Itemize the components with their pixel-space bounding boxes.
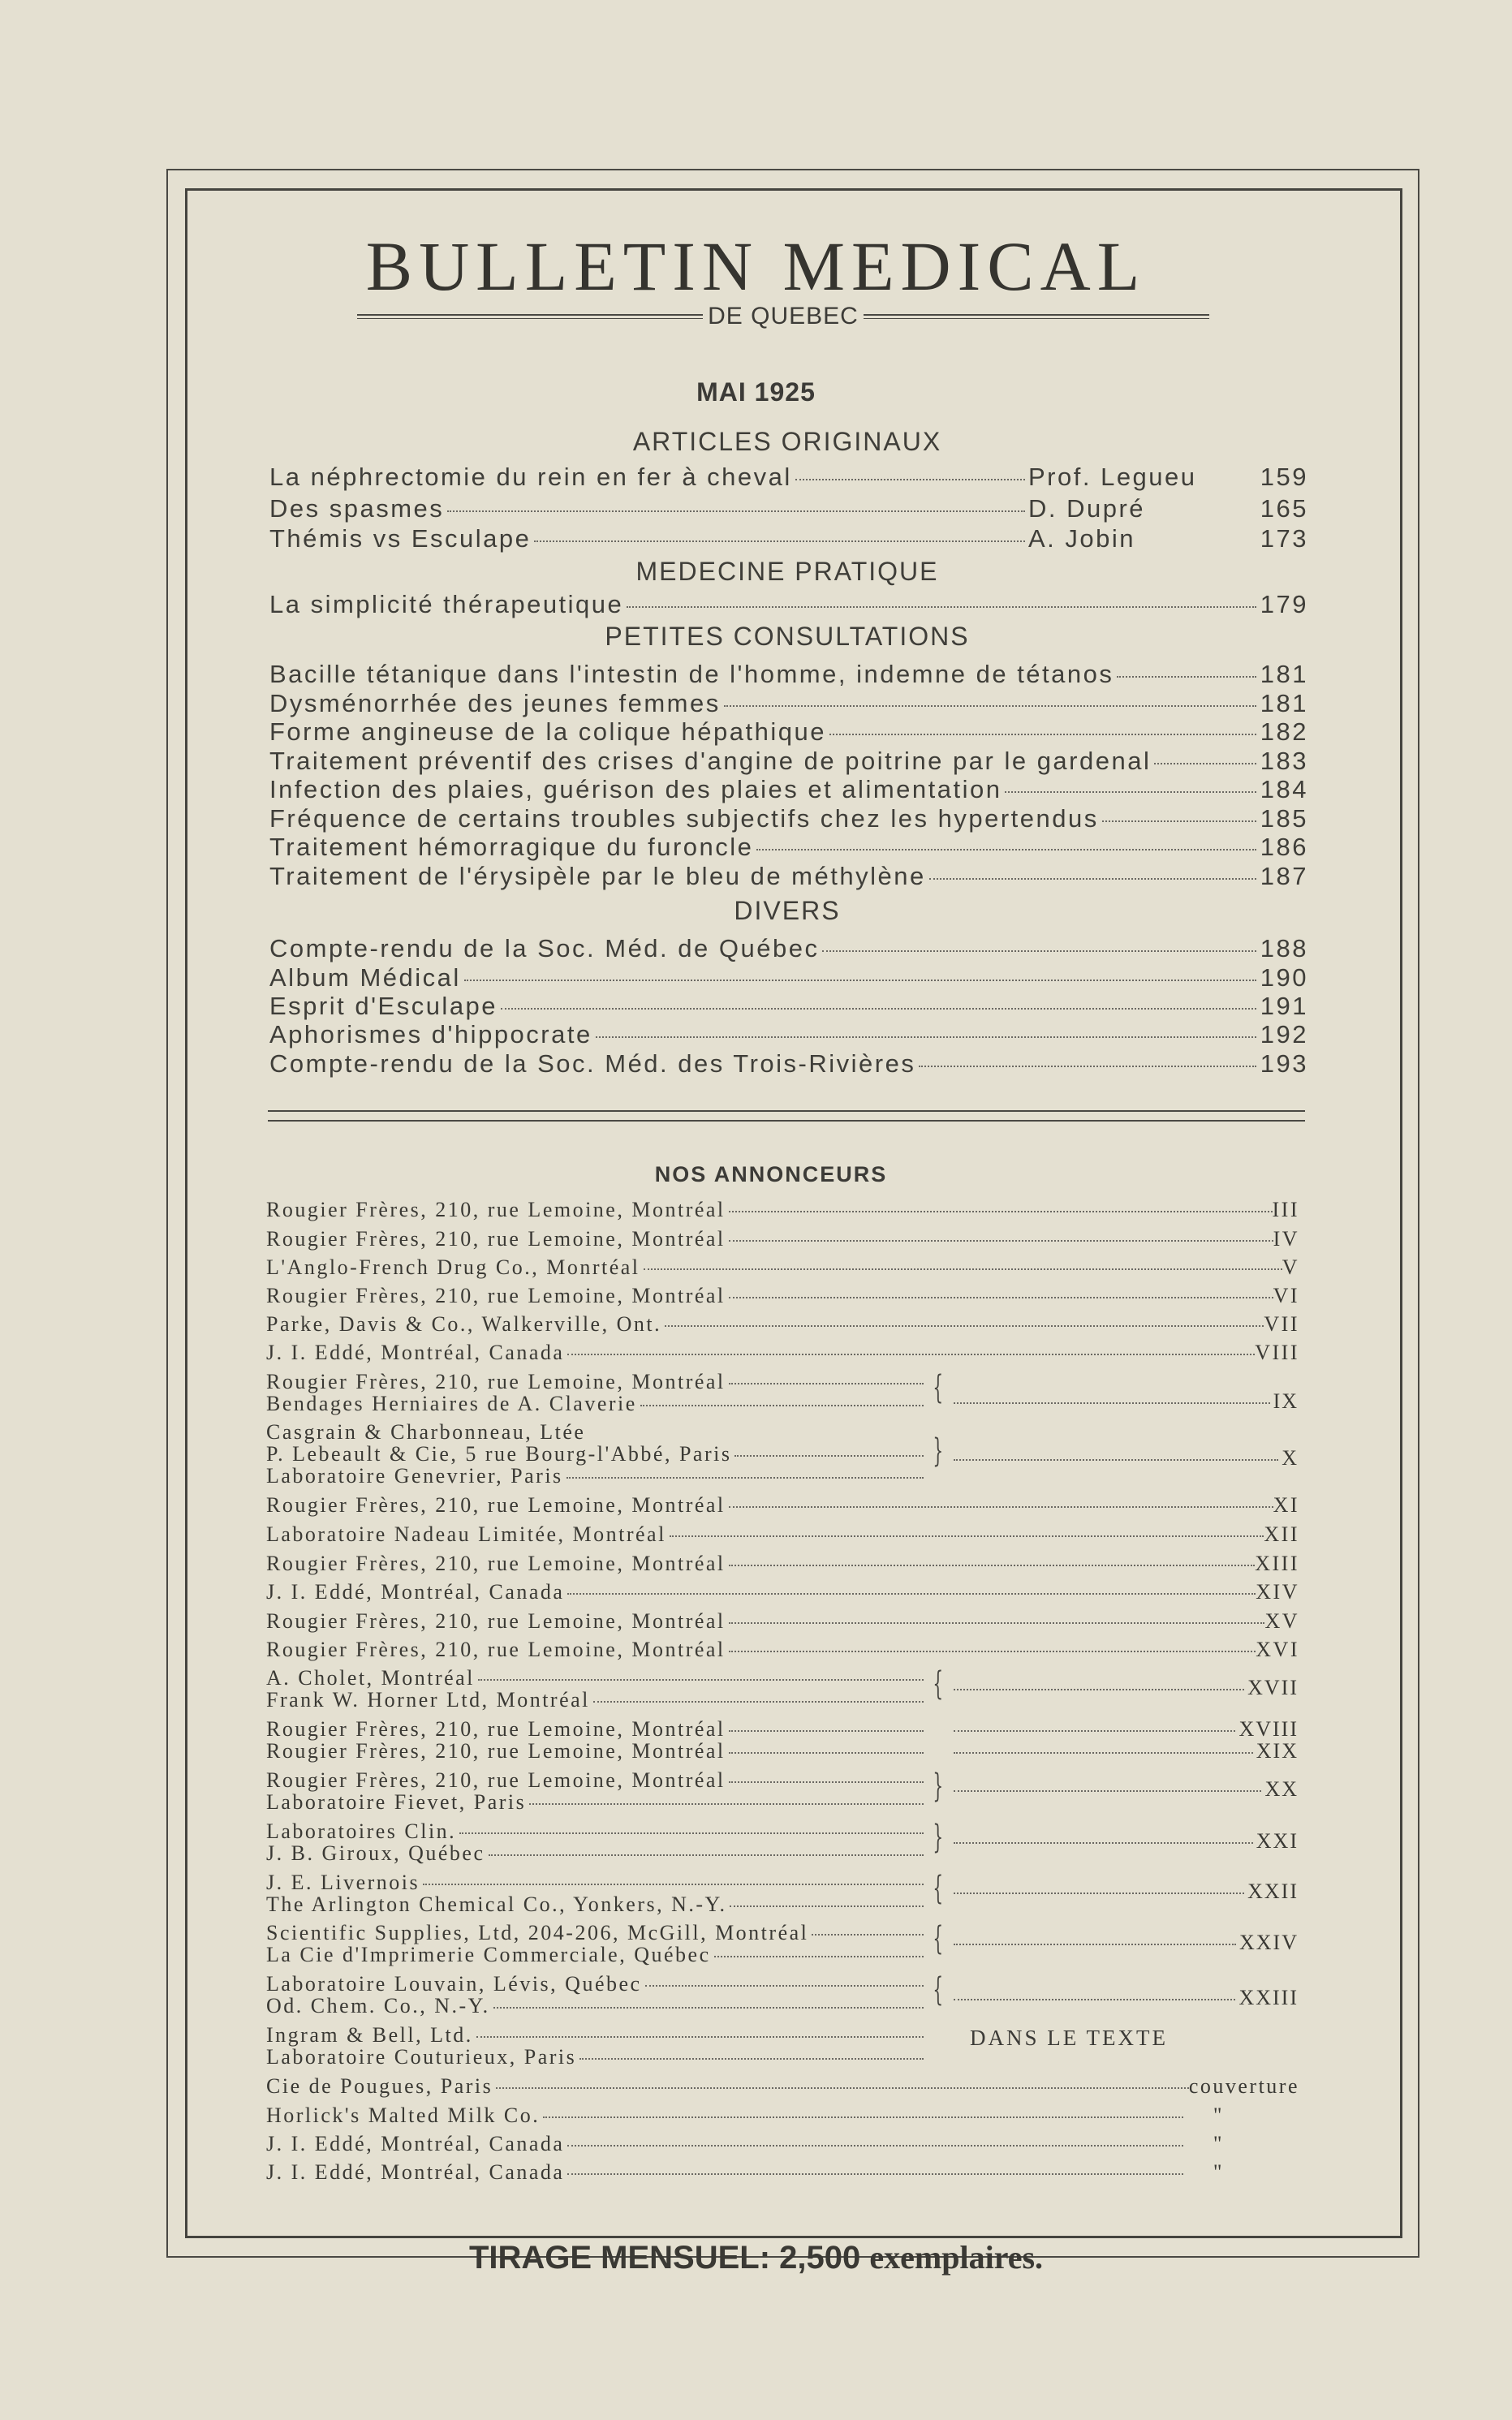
advertiser-name: Od. Chem. Co., N.-Y. [266,1994,490,2017]
advertiser-name: Rougier Frères, 210, rue Lemoine, Montréal [266,1493,726,1517]
advertiser-page: couverture [1188,2074,1299,2098]
advertiser-page-row [954,1739,1299,1763]
advertisers-heading: NOS ANNONCEURS [654,1162,888,1186]
advertiser-row [266,2160,1224,2185]
brace-icon: { [933,1870,944,1907]
advertiser-page: XII [1264,1522,1299,1546]
toc-page: 181 [1260,689,1308,717]
toc-page: 179 [1260,590,1308,618]
advertiser-name: J. I. Eddé, Montréal, Canada [266,1580,565,1604]
advertiser-name: Rougier Frères, 210, rue Lemoine, Montréal [266,1284,726,1307]
advertiser-name: L'Anglo-French Drug Co., Monrtéal [266,1255,640,1279]
advertiser-name: Rougier Frères, 210, rue Lemoine, Montréal [266,1609,726,1633]
advertiser-row [266,1341,1299,1365]
advertiser-name: Cie de Pougues, Paris [266,2074,493,2098]
brace-icon: { [933,1920,944,1957]
brace-icon: } [933,1819,944,1856]
advertiser-row [266,1666,924,1690]
toc-page: 183 [1260,747,1308,775]
toc-title: Album Médical [269,963,461,992]
toc-entry [269,992,1308,1021]
toc-page: 192 [1260,1020,1308,1049]
toc-page: 165 [1260,494,1308,523]
brace-icon: { [933,1665,944,1703]
toc-page: 181 [1260,660,1308,688]
advertiser-page-row [954,1446,1299,1471]
advertiser-name: Laboratoire Couturieux, Paris [266,2045,577,2069]
advertiser-page: V [1282,1255,1299,1279]
toc-title: Traitement préventif des crises d'angine de poitrine par le gardenal [269,747,1152,775]
advertiser-name: Rougier Frères, 210, rue Lemoine, Montréal [266,1227,726,1251]
advertiser-page: XXII [1247,1880,1299,1903]
advertiser-page-row [954,1777,1299,1802]
advertiser-page: III [1272,1198,1299,1221]
advertiser-row [266,1638,1299,1662]
advertiser-page: " [1213,2104,1224,2127]
toc-entry [269,862,1308,891]
brace-icon: } [933,1768,944,1805]
section-separator [268,1110,1305,1122]
advertiser-row [266,1552,1299,1576]
toc-title: Esprit d'Esculape [269,992,498,1020]
subtitle-rule-right [864,314,1209,319]
advertiser-row [266,1841,924,1866]
advertiser-row [266,1688,924,1712]
advertiser-row [266,1943,924,1967]
advertiser-row [266,1739,924,1763]
toc-page: 191 [1260,992,1308,1020]
toc-page: 159 [1260,463,1308,491]
advertiser-row [266,1819,924,1844]
toc-entry [269,833,1308,862]
circulation-suffix: exemplaires. [869,2239,1044,2276]
advertiser-page-row [954,1880,1299,1904]
subtitle-rule-left [357,314,703,319]
advertiser-row [266,1609,1299,1634]
advertiser-row [266,1768,924,1793]
advertiser-name: Rougier Frères, 210, rue Lemoine, Montréal [266,1370,726,1393]
dans-le-texte-label: DANS LE TEXTE [970,2026,1168,2050]
advertiser-row [266,1972,924,1996]
subtitle-row [357,300,1209,333]
advertiser-page: X [1282,1446,1299,1470]
toc-title: Traitement de l'érysipèle par le bleu de méthylène [269,862,926,890]
advertiser-page: VI [1273,1284,1299,1307]
toc-title: Forme angineuse de la colique hépathique [269,717,826,746]
advertiser-page: XI [1273,1493,1299,1517]
advertiser-row [266,2132,1224,2156]
toc-entry [269,1049,1308,1079]
advertiser-row [266,1921,924,1945]
advertiser-name: The Arlington Chemical Co., Yonkers, N.-Y. [266,1893,727,1916]
advertiser-page-row [954,1676,1299,1700]
advertiser-name: Casgrain & Charbonneau, Ltée [266,1420,586,1444]
advertiser-page: VII [1264,1312,1299,1336]
advertiser-row [266,2104,1224,2128]
advertiser-row [266,1893,924,1917]
advertiser-row [266,1227,1299,1251]
advertiser-page: IX [1273,1389,1299,1413]
toc-page: 182 [1260,717,1308,746]
advertiser-page-row [954,1931,1299,1955]
toc-page: 185 [1260,804,1308,833]
toc-entry [269,775,1308,804]
section-heading-medecine: MEDECINE PRATIQUE [635,557,939,586]
advertiser-name: Rougier Frères, 210, rue Lemoine, Montréal [266,1638,726,1661]
toc-title: Dysménorrhée des jeunes femmes [269,689,721,717]
toc-entry [269,747,1308,776]
advertiser-row [266,1790,924,1815]
advertiser-row [266,1994,924,2018]
toc-title: Fréquence de certains troubles subjectifs chez les hypertendus [269,804,1099,833]
advertiser-row [266,1871,924,1895]
toc-entry [269,1020,1308,1049]
advertiser-row [266,1198,1299,1222]
advertiser-row [266,1522,1299,1547]
advertiser-name: La Cie d'Imprimerie Commerciale, Québec [266,1943,711,1966]
advertiser-row [266,1493,1299,1518]
circulation-prefix: TIRAGE MENSUEL: 2,500 [468,2240,861,2276]
advertiser-page: XVIII [1238,1717,1299,1741]
advertiser-name: Rougier Frères, 210, rue Lemoine, Montréal [266,1768,726,1792]
toc-entry [269,963,1308,993]
advertiser-page-row [954,1389,1299,1414]
brace-icon: { [933,1971,944,2009]
brace-icon: } [933,1432,944,1470]
advertiser-name: Laboratoire Genevrier, Paris [266,1464,563,1488]
toc-title: Infection des plaies, guérison des plaies et alimentation [269,775,1002,803]
advertiser-name: Laboratoire Nadeau Limitée, Montréal [266,1522,666,1546]
toc-title: Compte-rendu de la Soc. Méd. de Québec [269,934,820,962]
advertiser-page: XXIII [1238,1986,1299,2009]
advertiser-name: Parke, Davis & Co., Walkerville, Ont. [266,1312,662,1336]
advertiser-page: " [1213,2132,1224,2155]
advertiser-row [266,1717,924,1742]
toc-author: Prof. Legueu [1028,463,1197,491]
advertiser-page: XIX [1256,1739,1299,1763]
section-heading-divers: DIVERS [734,896,841,925]
advertiser-name: J. E. Livernois [266,1871,420,1894]
toc-author: D. Dupré [1028,494,1146,523]
advertiser-row [266,2045,924,2069]
section-heading-articles: ARTICLES ORIGINAUX [632,427,942,456]
toc-entry [269,934,1308,963]
toc-title: La néphrectomie du rein en fer à cheval [269,463,792,491]
toc-page: 188 [1260,934,1308,962]
advertiser-name: Rougier Frères, 210, rue Lemoine, Montréal [266,1717,726,1741]
advertiser-row [266,1370,924,1394]
advertiser-page: XX [1264,1777,1299,1801]
toc-page: 184 [1260,775,1308,803]
circulation-note [0,2238,1512,2276]
toc-title: Traitement hémorragique du furoncle [269,833,754,861]
advertiser-name: J. I. Eddé, Montréal, Canada [266,2160,565,2184]
advertiser-name: Laboratoire Fievet, Paris [266,1790,527,1814]
toc-title: Bacille tétanique dans l'intestin de l'homme, indemne de tétanos [269,660,1114,688]
advertiser-page: VIII [1255,1341,1299,1364]
toc-entry [269,463,1308,492]
advertiser-page: XXI [1256,1829,1299,1853]
advertiser-name: P. Lebeault & Cie, 5 rue Bourg-l'Abbé, Paris [266,1442,732,1466]
toc-entry [269,660,1308,689]
advertiser-page-row [954,1717,1299,1742]
advertiser-row [266,1255,1299,1280]
advertiser-page-row [954,1829,1299,1854]
toc-entry [269,689,1308,718]
brace-icon: { [933,1369,944,1406]
advertiser-row [266,1420,924,1445]
advertiser-row [266,1442,924,1466]
advertiser-name: J. I. Eddé, Montréal, Canada [266,1341,565,1364]
toc-title: Thémis vs Esculape [269,524,532,553]
advertiser-name: Scientific Supplies, Ltd, 204-206, McGill, Montréal [266,1921,809,1944]
toc-title: Compte-rendu de la Soc. Méd. des Trois-Rivières [269,1049,916,1078]
section-heading-consultations: PETITES CONSULTATIONS [605,622,970,651]
journal-subtitle: DE QUEBEC [708,303,859,329]
advertiser-page-row [954,1986,1299,2010]
advertiser-name: Frank W. Horner Ltd, Montréal [266,1688,590,1712]
toc-page: 173 [1260,524,1308,553]
toc-entry [269,804,1308,833]
advertiser-name: Horlick's Malted Milk Co. [266,2104,541,2127]
toc-entry [269,494,1308,523]
toc-title: Des spasmes [269,494,445,523]
journal-title: BULLETIN MEDICAL [365,227,1147,305]
toc-entry [269,717,1308,747]
issue-date: MAI 1925 [696,377,816,407]
advertiser-page: XV [1264,1609,1299,1633]
toc-entry [269,524,1308,553]
advertiser-name: Rougier Frères, 210, rue Lemoine, Montréal [266,1552,726,1575]
advertiser-name: Rougier Frères, 210, rue Lemoine, Montréal [266,1198,726,1221]
advertiser-name: J. B. Giroux, Québec [266,1841,485,1865]
advertiser-name: Laboratoire Louvain, Lévis, Québec [266,1972,642,1996]
advertiser-row [266,2023,924,2048]
toc-title: Aphorismes d'hippocrate [269,1020,592,1049]
advertiser-page: XIV [1256,1580,1299,1604]
toc-page: 193 [1260,1049,1308,1078]
toc-author: A. Jobin [1028,524,1136,553]
toc-page: 186 [1260,833,1308,861]
advertiser-name: Bendages Herniaires de A. Claverie [266,1392,637,1415]
advertiser-page: XVII [1247,1676,1299,1699]
advertiser-name: J. I. Eddé, Montréal, Canada [266,2132,565,2155]
advertiser-row [266,1392,924,1416]
advertiser-page: XVI [1256,1638,1299,1661]
advertiser-page: XXIV [1239,1931,1299,1954]
toc-title: La simplicité thérapeutique [269,590,624,618]
advertiser-row [266,1312,1299,1337]
toc-page: 187 [1260,862,1308,890]
advertiser-page: IV [1273,1227,1299,1251]
advertiser-row [266,1580,1299,1604]
advertiser-row [266,1464,924,1488]
advertiser-name: A. Cholet, Montréal [266,1666,475,1690]
toc-entry [269,590,1308,619]
advertiser-name: Ingram & Bell, Ltd. [266,2023,473,2047]
advertiser-page: " [1213,2160,1224,2184]
advertiser-row [266,2074,1299,2099]
advertiser-name: Laboratoires Clin. [266,1819,457,1843]
advertiser-row [266,1284,1299,1308]
advertiser-page: XIII [1255,1552,1299,1575]
advertiser-name: Rougier Frères, 210, rue Lemoine, Montréal [266,1739,726,1763]
toc-page: 190 [1260,963,1308,992]
